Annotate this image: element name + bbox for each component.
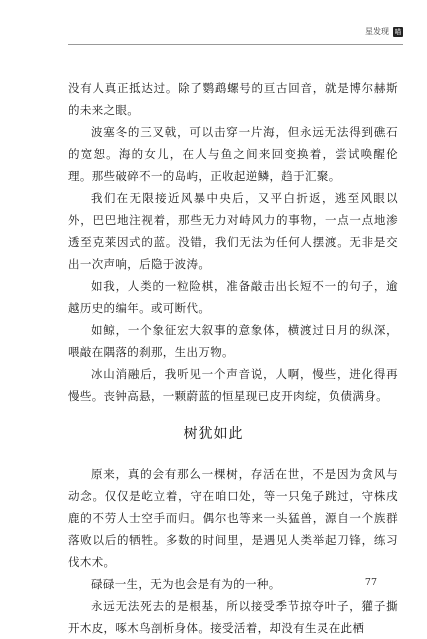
paragraph-9: 永远无法死去的是根基，所以接受季节掠夺叶子，獾子撕开木皮，啄木鸟剖析身体。接受活着，却没有生灵在此栖 bbox=[68, 599, 398, 635]
paragraph-6: 冰山消融后，我听见一个声音说，人啊，慢些，进化得再慢些。丧钟高悬，一颗蔚蓝的恒星现已皮开肉绽，负债满身。 bbox=[68, 367, 398, 403]
page-number: 77 bbox=[364, 577, 377, 588]
paragraph-7: 原来，真的会有那么一棵树，存活在世，不是因为贪风与动念。仅仅是屹立着，守在咱口处，等一只兔子跳过，守株戌鹿的不劳人士空手而归。偶尔也等来一头猛兽，源自一个族群落败以后的牺牲。多数的时间里，是遇见人类举起刀锋，练习伐木术。 bbox=[68, 467, 398, 569]
paragraph-4: 如我，人类的一粒险棋，准备敲击出长短不一的句子，逾越历史的编年。或可断代。 bbox=[68, 279, 398, 315]
paragraph-1: 没有人真正抵达过。除了鹦鹉螺号的亘古回音，就是博尔赫斯的未来之眼。 bbox=[68, 81, 398, 117]
paragraph-8: 碌碌一生，无为也会是有为的一种。 bbox=[91, 577, 281, 591]
running-header bbox=[365, 26, 403, 37]
header-mark-icon: 喵 bbox=[394, 27, 402, 36]
paragraph-3: 我们在无限接近风暴中央后，又平白折返，逃至风眼以外，巴巴地注视着，那些无力对峙风力的事物，一点一点地渗透至克莱因式的蓝。没错，我们无法为任何人摆渡。无非是交出一次声响，后隐于波涛。 bbox=[68, 191, 398, 271]
section-title: 树犹如此 bbox=[183, 426, 244, 442]
running-header-text: 星发现 bbox=[365, 27, 389, 36]
header-rule bbox=[68, 44, 403, 45]
paragraph-2: 波塞冬的三叉戟，可以击穿一片海，但永远无法得到礁石的宽恕。海的女儿，在人与鱼之间来回变换着，尝试唤醒伦理。那些破碎不一的岛屿，正收起逆鳞，趋于汇聚。 bbox=[68, 125, 398, 183]
paragraph-5: 如鲸，一个象征宏大叙事的意象体，横渡过日月的纵深，喂敲在隅落的刹那，生出万物。 bbox=[68, 323, 398, 359]
